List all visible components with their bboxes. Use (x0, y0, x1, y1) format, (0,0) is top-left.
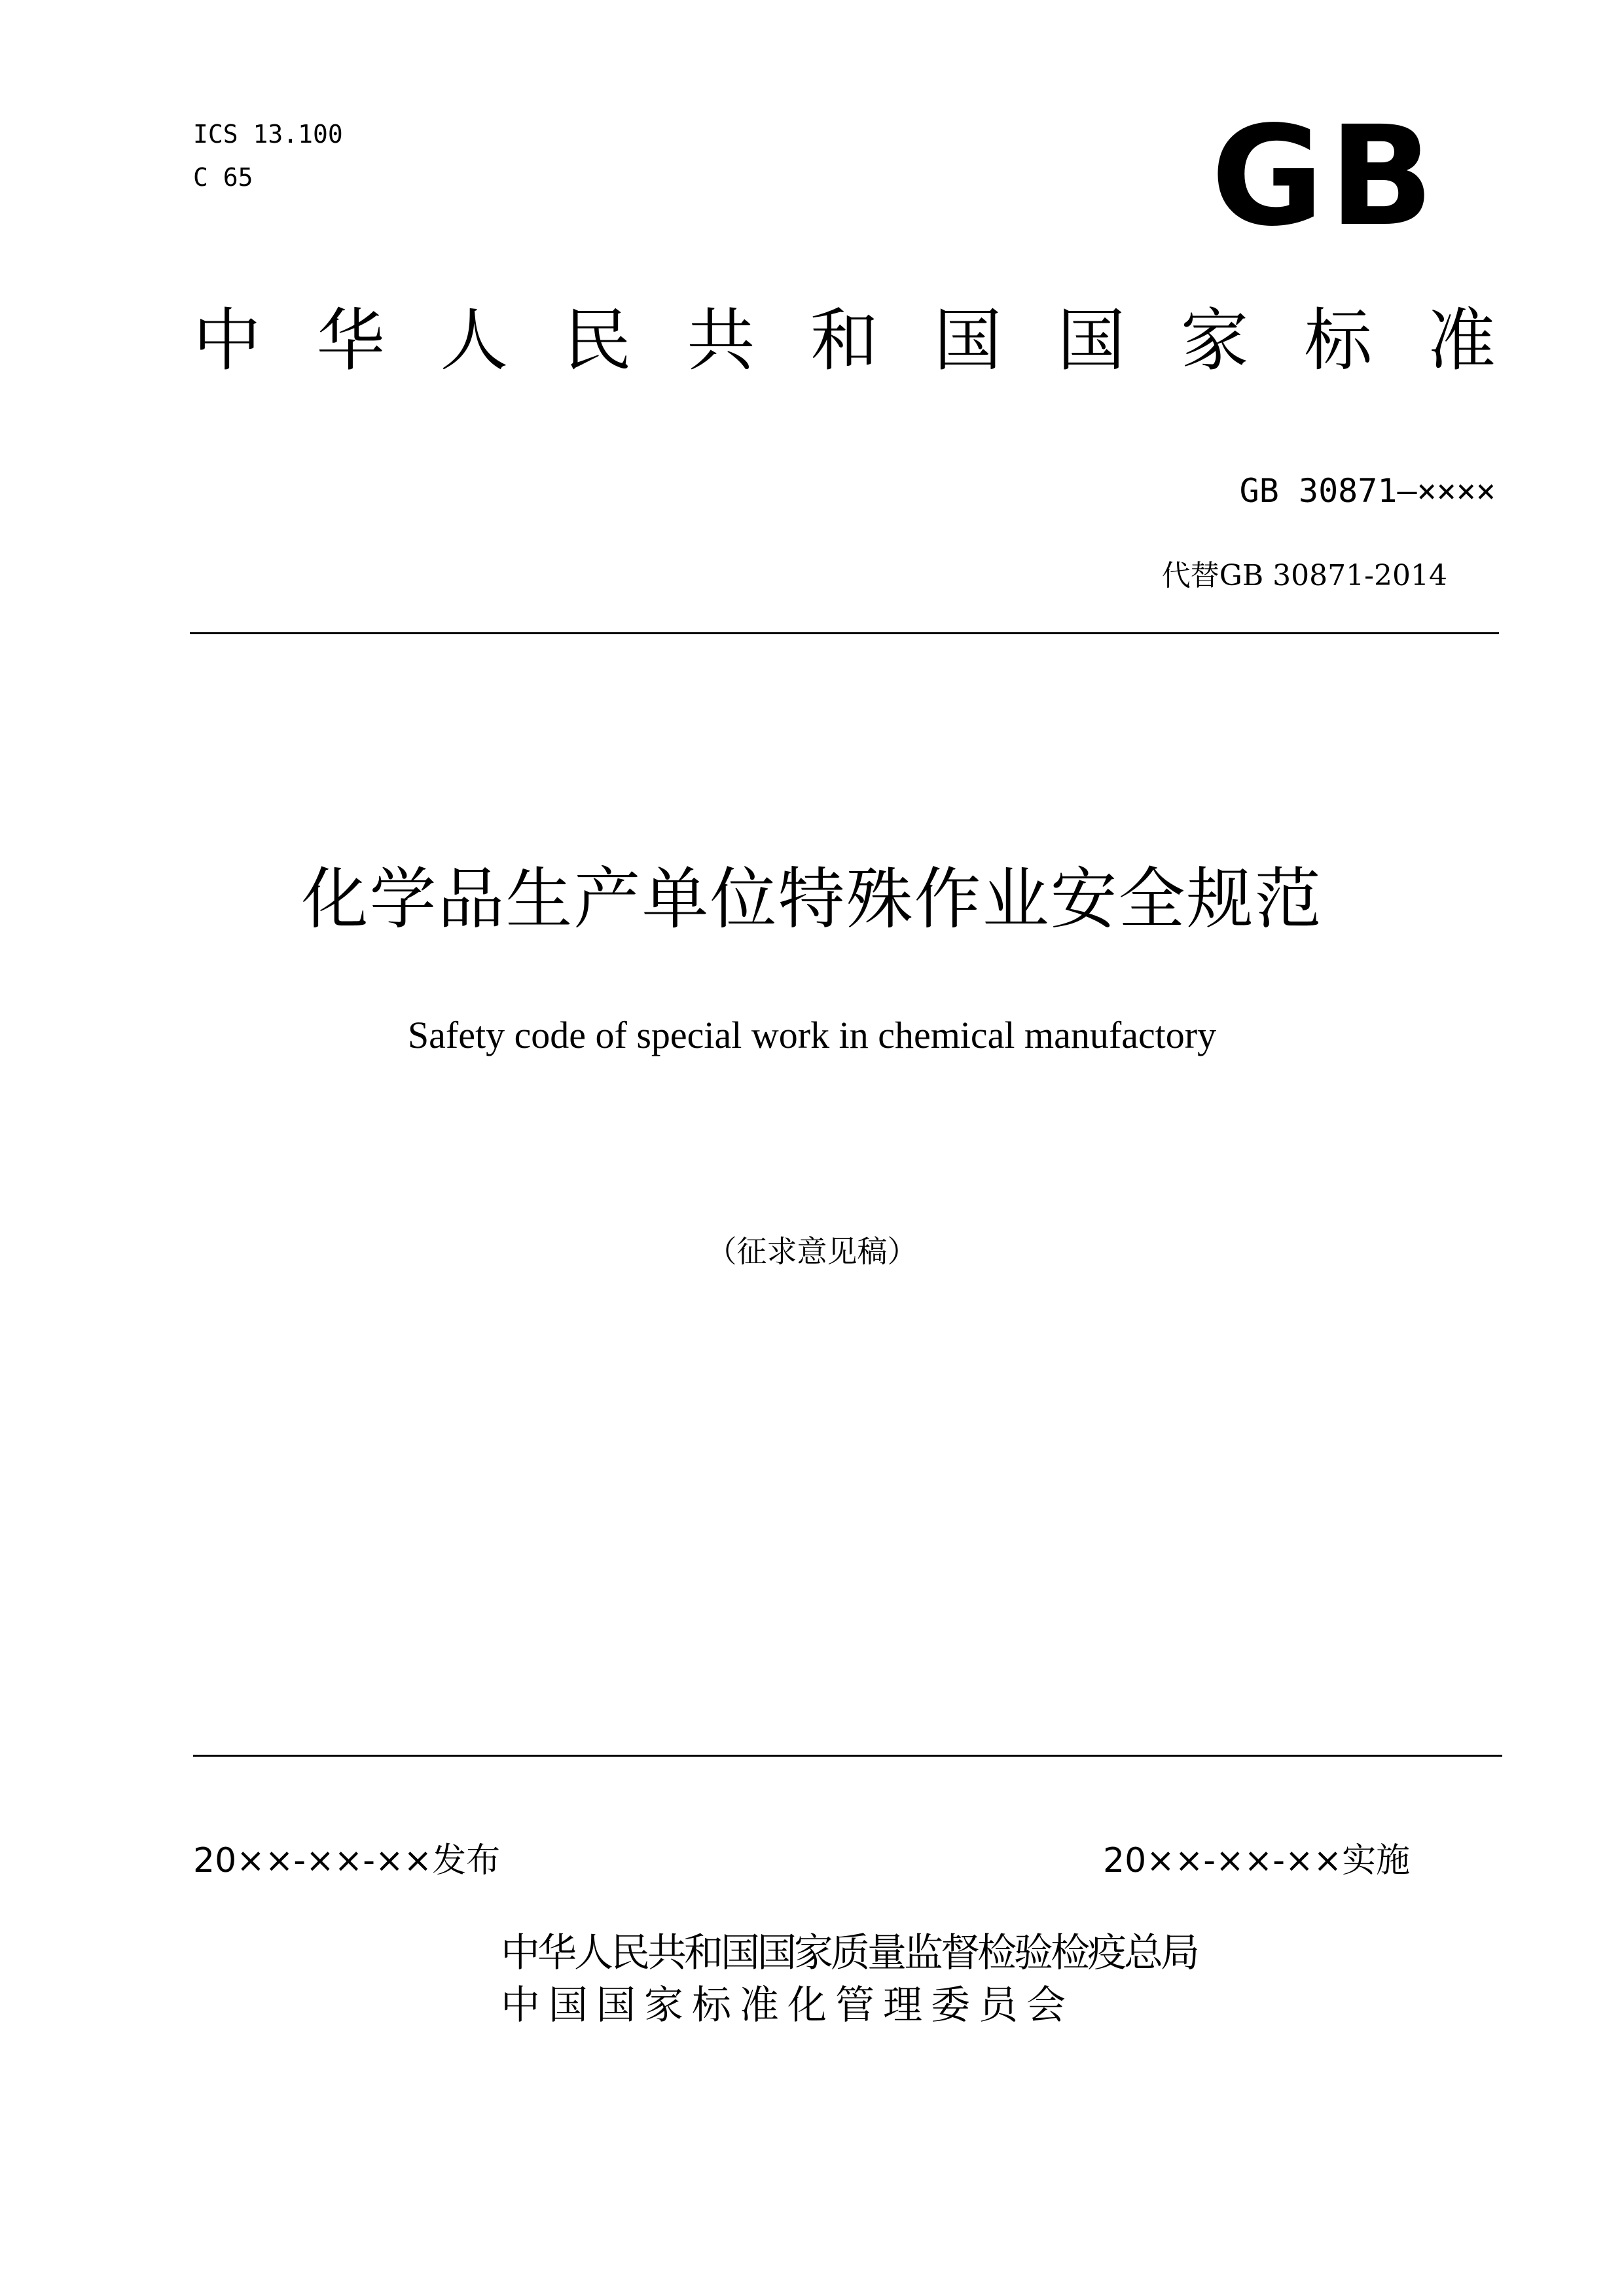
heading-char: 国 (1057, 300, 1126, 380)
top-divider (190, 632, 1499, 634)
draft-status: （征求意见稿） (706, 1234, 918, 1269)
heading-char: 人 (440, 300, 509, 380)
standard-number: GB 30871—×××× (1239, 472, 1496, 510)
ccs-code: C 65 (193, 163, 253, 192)
heading-char: 标 (1304, 300, 1373, 380)
gb-logo: GB (1211, 96, 1439, 257)
issuer-aqsiq: 中华人民共和国国家质量监督检验检疫总局 (501, 1930, 1197, 1976)
heading-char: 中 (193, 300, 262, 380)
national-standard-heading (193, 298, 1496, 383)
implementation-date: 20××-××-××实施 (1103, 1841, 1411, 1880)
issuer-sac: 中国国家标准化管理委员会 (501, 1982, 1074, 2028)
heading-char: 国 (933, 300, 1002, 380)
heading-char: 华 (316, 300, 385, 380)
heading-char: 民 (563, 300, 632, 380)
chinese-title: 化学品生产单位特殊作业安全规范 (301, 861, 1323, 939)
bottom-divider (193, 1755, 1502, 1757)
ics-code: ICS 13.100 (193, 120, 343, 149)
heading-char: 和 (810, 300, 878, 380)
replaces-standard: 代替GB 30871-2014 (1161, 559, 1447, 592)
english-title: Safety code of special work in chemical manufactory (407, 1014, 1217, 1056)
heading-char: 家 (1180, 300, 1249, 380)
heading-char: 共 (687, 300, 755, 380)
heading-char: 准 (1427, 300, 1496, 380)
classification-codes (193, 113, 343, 199)
publish-date: 20××-××-××发布 (193, 1841, 501, 1880)
